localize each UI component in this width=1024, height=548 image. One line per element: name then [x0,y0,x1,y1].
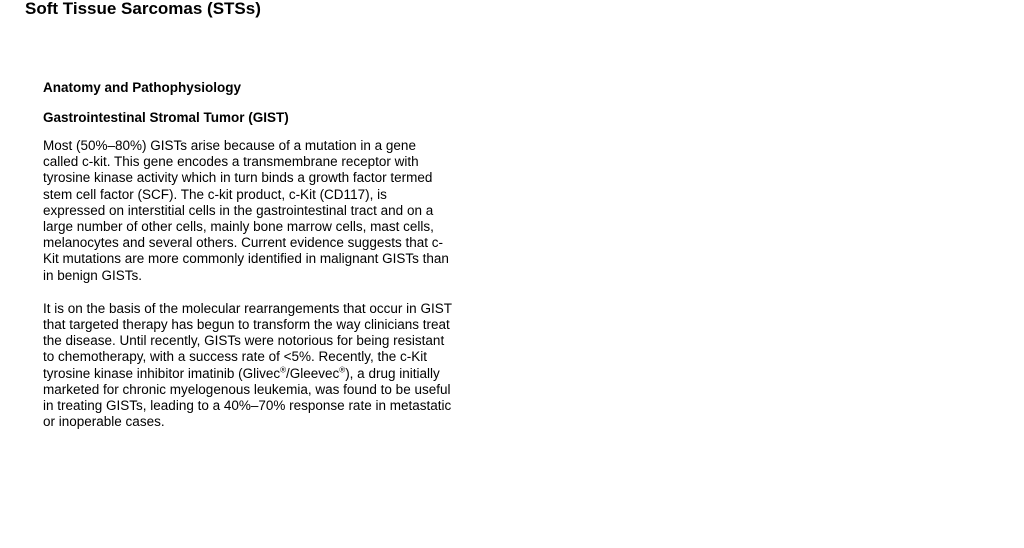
text-line: marketed for chronic myelogenous leukemia, was found to be useful [43,381,451,397]
text-line: large number of other cells, mainly bone marrow cells, mast cells, [43,219,434,235]
text-line: in benign GISTs. [43,267,143,283]
text-line-imatinib [43,366,475,382]
text-line: in treating GISTs, leading to a 40%–70% response rate in metastatic [43,398,452,414]
text-line: stem cell factor (SCF). The c-kit product, c-Kit (CD117), is [43,186,387,202]
text-line: tyrosine kinase activity which in turn binds a growth factor termed [43,170,433,186]
page-title: Soft Tissue Sarcomas (STSs) [25,0,261,18]
text-line: to chemotherapy, with a success rate of <5%. Recently, the c-Kit [43,349,428,365]
registered-mark: ® [280,365,286,375]
text-segment: /Gleevec [286,365,340,381]
text-line: that targeted therapy has begun to transform the way clinicians treat [43,317,450,333]
registered-mark: ® [339,365,346,375]
text-line: Most (50%–80%) GISTs arise because of a mutation in a gene [43,138,416,153]
text-line: or inoperable cases. [43,414,165,430]
paragraph-targeted-therapy [43,301,475,431]
text-line: the disease. Until recently, GISTs were notorious for being resistant [43,333,445,349]
text-line: called c-kit. This gene encodes a transmembrane receptor with [43,154,419,170]
sub-heading: Gastrointestinal Stromal Tumor (GIST) [43,110,289,125]
text-line: It is on the basis of the molecular rearrangements that occur in GIST [43,300,452,316]
text-line: expressed on interstitial cells in the gastrointestinal tract and on a [43,202,434,218]
text-segment: tyrosine kinase inhibitor imatinib (Glivec [43,365,281,381]
article-content [43,79,475,430]
text-segment: ), a drug initially [345,365,440,381]
text-line: melanocytes and several others. Current evidence suggests that c- [43,235,443,251]
paragraph-c-kit-mutation [43,138,475,284]
section-heading: Anatomy and Pathophysiology [43,80,242,95]
text-line: Kit mutations are more commonly identified in malignant GISTs than [43,251,449,267]
